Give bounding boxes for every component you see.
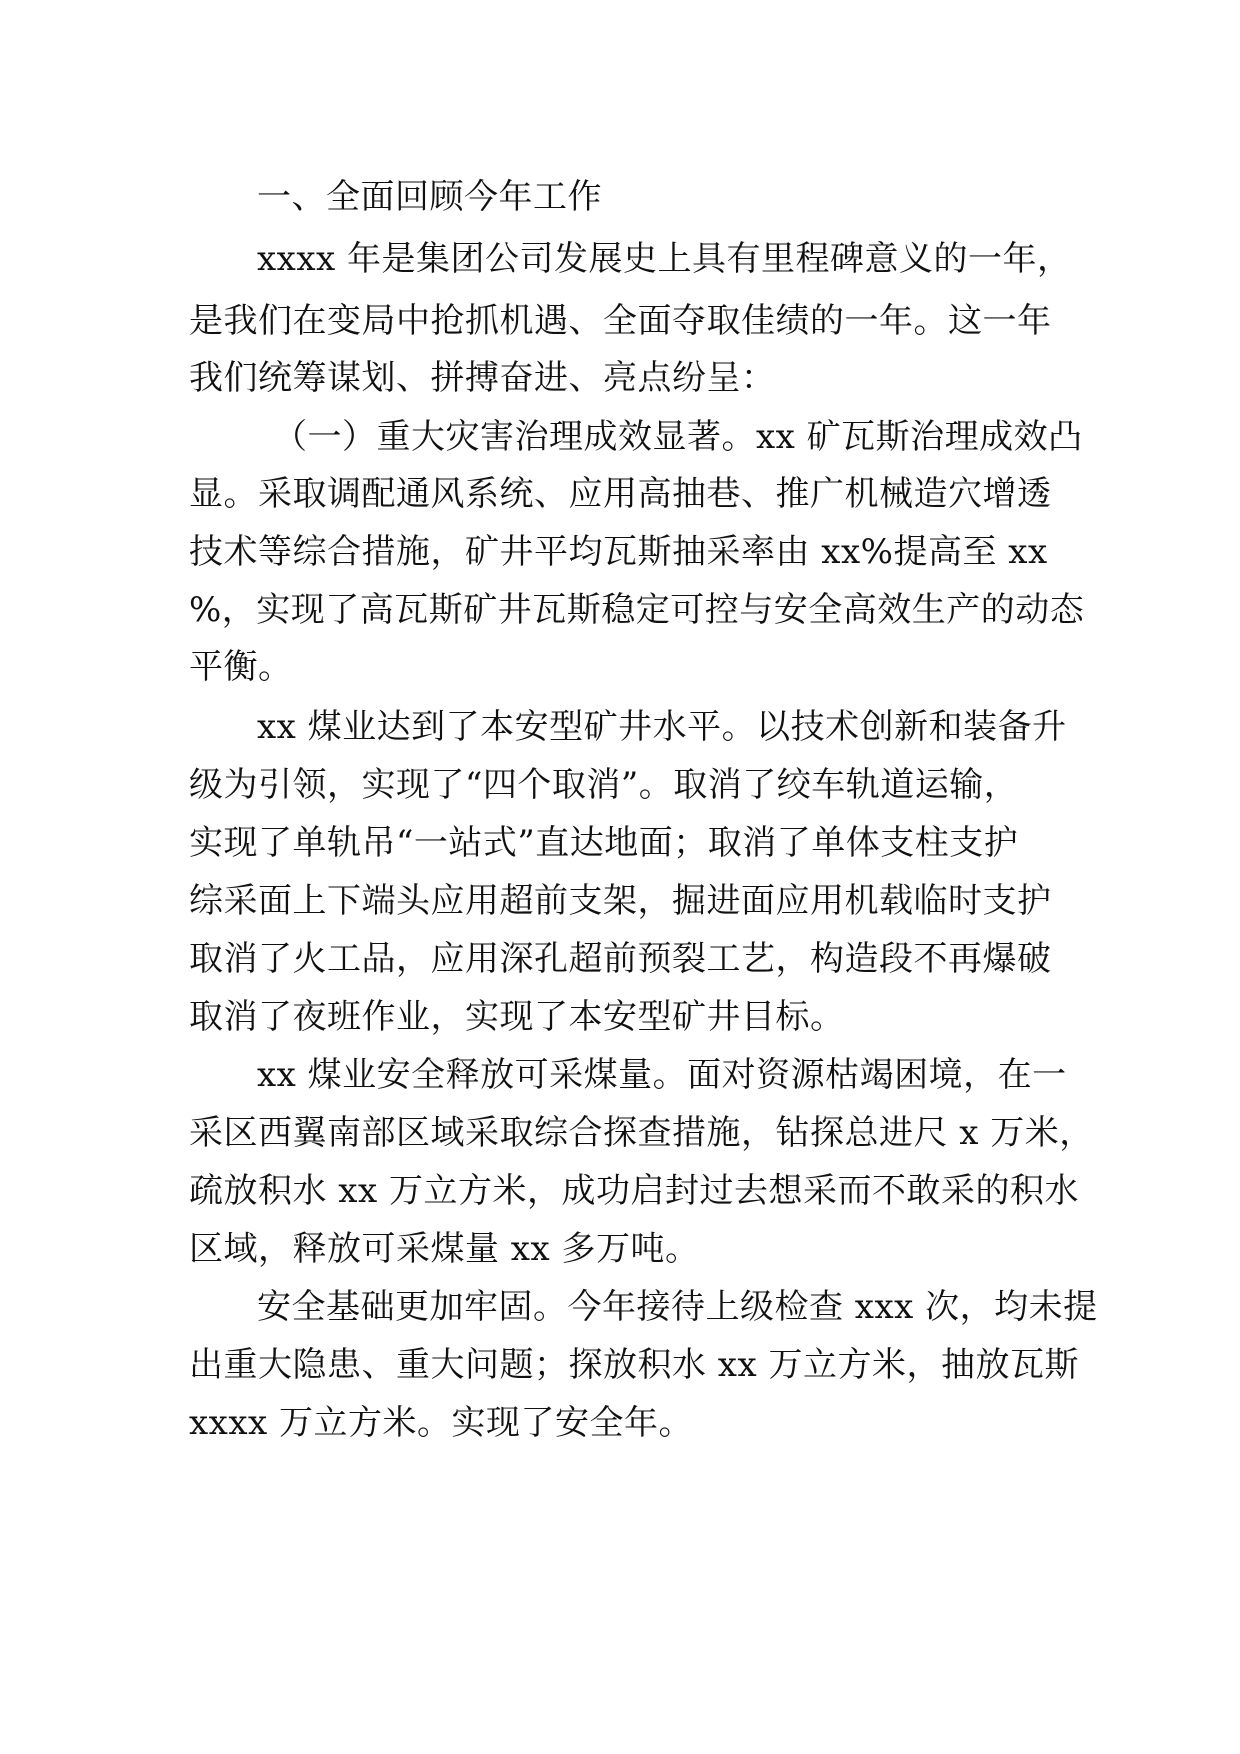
paragraph-line: xxxx 年是集团公司发展史上具有里程碑意义的一年， (257, 239, 1072, 279)
paragraph-line: 我们统筹谋划、拼搏奋进、亮点纷呈： (189, 358, 776, 398)
section-heading: 一、全面回顾今年工作 (257, 177, 602, 217)
paragraph-line: xx 煤业达到了本安型矿井水平。以技术创新和装备升 (257, 707, 1067, 747)
paragraph-line: 显。采取调配通风系统、应用高抽巷、推广机械造穴增透 (189, 474, 1052, 514)
paragraph-line: xxxx 万立方米。实现了安全年。 (189, 1403, 694, 1443)
paragraph-line: %，实现了高瓦斯矿井瓦斯稳定可控与安全高效生产的动态 (189, 590, 1085, 630)
paragraph-line: 区域，释放可采煤量 xx 多万吨。 (189, 1229, 700, 1269)
paragraph-line: 实现了单轨吊“一站式”直达地面；取消了单体支柱支护 (189, 823, 1019, 863)
paragraph-line: 是我们在变局中抢抓机遇、全面夺取佳绩的一年。这一年 (189, 301, 1052, 341)
paragraph-line: 技术等综合措施，矿井平均瓦斯抽采率由 xx%提高至 xx (189, 532, 1048, 572)
paragraph-line: 取消了夜班作业，实现了本安型矿井目标。 (189, 997, 845, 1037)
paragraph-line: 级为引领，实现了“四个取消”。取消了绞车轨道运输， (189, 765, 1019, 805)
paragraph-line: 平衡。 (189, 647, 293, 687)
paragraph-line: 采区西翼南部区域采取综合探查措施，钻探总进尺 x 万米， (189, 1113, 1094, 1153)
paragraph-line: 综采面上下端头应用超前支架，掘进面应用机载临时支护 (189, 881, 1052, 921)
paragraph-line: 出重大隐患、重大问题；探放积水 xx 万立方米，抽放瓦斯 (189, 1345, 1079, 1385)
paragraph-line: 疏放积水 xx 万立方米，成功启封过去想采而不敢采的积水 (189, 1171, 1079, 1211)
paragraph-line: 安全基础更加牢固。今年接待上级检查 xxx 次，均未提 (257, 1287, 1098, 1327)
paragraph-line: xx 煤业安全释放可采煤量。面对资源枯竭困境，在一 (257, 1055, 1067, 1095)
paragraph-line: 取消了火工品，应用深孔超前预裂工艺，构造段不再爆破 (189, 939, 1052, 979)
paragraph-line: （一）重大灾害治理成效显著。xx 矿瓦斯治理成效凸 (273, 417, 1083, 457)
